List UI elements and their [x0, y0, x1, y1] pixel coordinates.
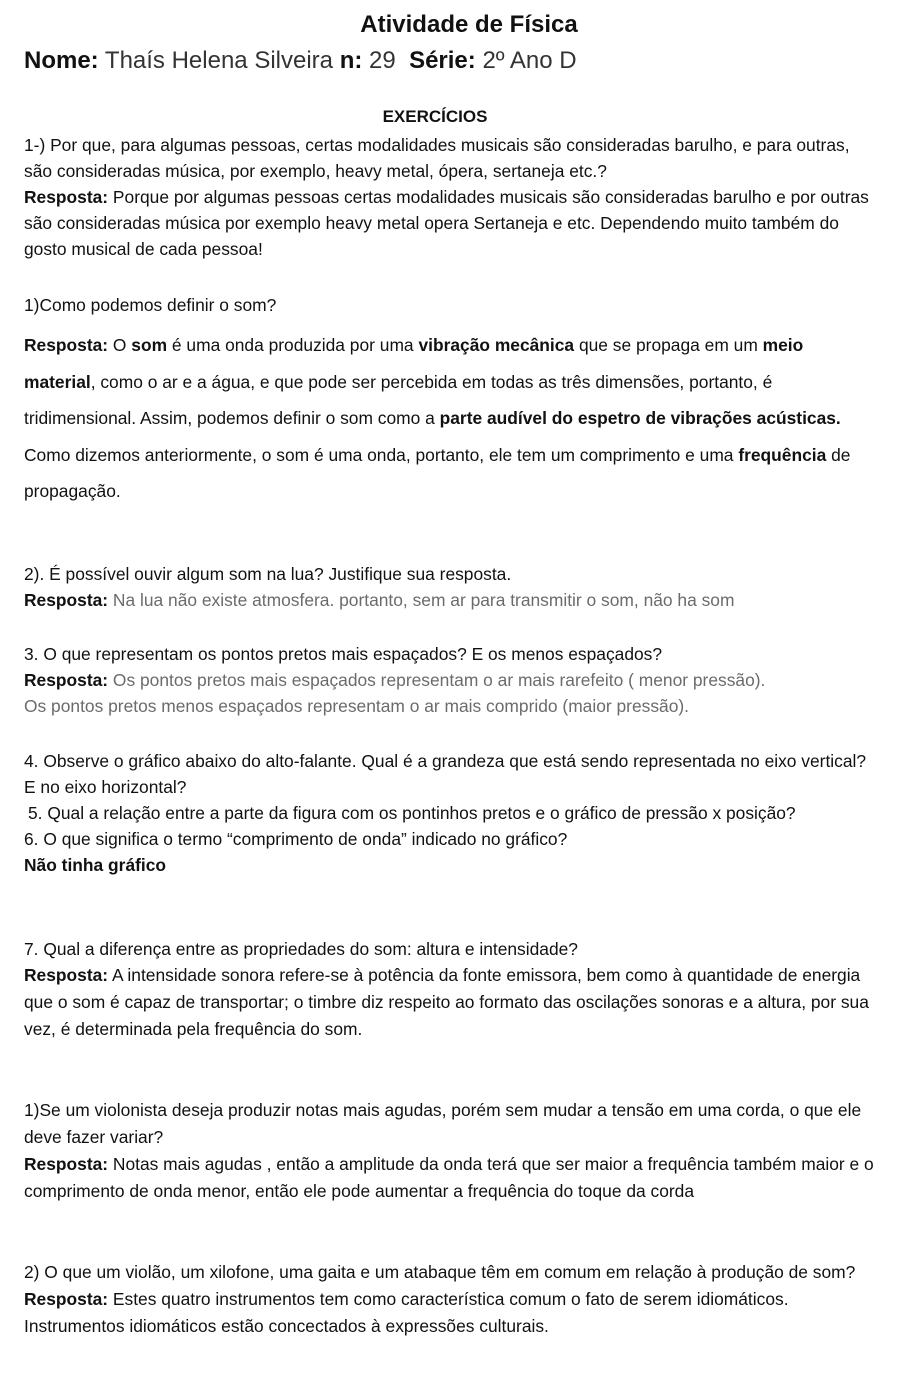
answer-paragraph [24, 1151, 874, 1205]
answer-label: Resposta: [24, 965, 109, 985]
student-name: Thaís Helena Silveira [104, 47, 334, 74]
answer-highlight: som [131, 335, 168, 355]
answer-paragraph [24, 962, 874, 1043]
answer-text: é uma onda produzida por uma [171, 335, 414, 355]
question-block-4-6 [24, 748, 874, 878]
answer-text: de propagação. [24, 444, 851, 501]
answer-paragraph [24, 667, 874, 693]
answer-label: Resposta: [24, 670, 109, 690]
answer-text: Na lua não existe atmosfera. portanto, sem ar para transmitir o som, não ha som [112, 590, 735, 610]
question-block-2 [24, 561, 874, 613]
answer-highlight: vibração mecânica [418, 335, 575, 355]
answer-text: A intensidade sonora refere-se à potência da fonte emissora, bem como à quantidade de energia que o som é capaz de transportar; o timbre diz respeito ao formato das oscilações sonoras e a altura, por sua vez, é determinada pela frequência do som. [24, 965, 869, 1039]
answer-text: que se propaga em um [578, 335, 758, 355]
answer-label: Resposta: [24, 1289, 109, 1309]
answer-paragraph [24, 1286, 874, 1340]
question-text: 1)Como podemos definir o som? [24, 295, 277, 315]
name-label: Nome: [24, 47, 99, 74]
question-block-7 [24, 936, 874, 1043]
answer-text: Como dizemos anteriormente, o som é uma onda, portanto, ele tem um comprimento e uma [24, 444, 734, 465]
answer-highlight: parte audível do espetro de vibrações acústicas. [439, 408, 841, 428]
question-text-6: 6. O que significa o termo “comprimento de onda” indicado no gráfico? [24, 829, 568, 849]
answer-text: Notas mais agudas , então a amplitude da onda terá que ser maior a frequência também maior e o comprimento de onda menor, então ele pode aumentar a frequência do toque da corda [24, 1154, 874, 1201]
answer-label: Resposta: [24, 335, 109, 355]
answer-highlight: frequência [738, 444, 827, 465]
grade-label: Série: [409, 47, 476, 74]
document-title: Atividade de Física [360, 11, 578, 38]
question-text-5: 5. Qual a relação entre a parte da figura com os pontinhos pretos e o gráfico de pressão x posição? [28, 803, 796, 823]
question-text: 7. Qual a diferença entre as propriedades do som: altura e intensidade? [24, 939, 578, 959]
answer-paragraph [24, 184, 874, 262]
answer-label: Resposta: [24, 590, 109, 610]
student-header [24, 44, 884, 78]
question-text: 2). É possível ouvir algum som na lua? Justifique sua resposta. [24, 564, 512, 584]
question-block-3 [24, 641, 874, 719]
answer-highlight: meio material [24, 335, 804, 392]
answer-text-continued: Os pontos pretos menos espaçados representam o ar mais comprido (maior pressão). [24, 696, 690, 716]
answer-paragraph [24, 327, 874, 510]
question-text: 1)Se um violonista deseja produzir notas mais agudas, porém sem mudar a tensão em uma corda, o que ele deve fazer variar? [24, 1100, 862, 1147]
question-text-4: 4. Observe o gráfico abaixo do alto-falante. Qual é a grandeza que está sendo representada no eixo vertical? E no eixo horizontal? [24, 751, 867, 797]
student-number: 29 [369, 47, 396, 74]
answer-text: Os pontos pretos mais espaçados representam o ar mais rarefeito ( menor pressão). [112, 670, 766, 690]
question-text: 1-) Por que, para algumas pessoas, certas modalidades musicais são consideradas barulho, e para outras, são consideradas música, por exemplo, heavy metal, ópera, sertaneja etc.? [24, 135, 850, 181]
answer-text: , como o ar e a água, e que pode ser percebida em todas as três dimensões, portanto, é tridimensional. Assim, podemos definir o som como a [24, 371, 773, 428]
question-block-p2-2 [24, 1259, 874, 1340]
student-grade: 2º Ano D [482, 47, 577, 74]
answer-label: Resposta: [24, 187, 109, 207]
question-text: 3. O que representam os pontos pretos mais espaçados? E os menos espaçados? [24, 644, 663, 664]
answer-paragraph [24, 587, 874, 613]
question-block-intro [24, 132, 874, 262]
no-graph-note: Não tinha gráfico [24, 855, 167, 875]
answer-text: O [112, 335, 127, 355]
answer-text: Estes quatro instrumentos tem como característica comum o fato de serem idiomáticos. Instrumentos idiomáticos estão concectados à expressões culturais. [24, 1289, 789, 1336]
number-label: n: [339, 47, 363, 74]
question-block-p2-1 [24, 1097, 874, 1205]
question-block-1 [24, 292, 874, 510]
answer-label: Resposta: [24, 1154, 109, 1174]
question-text: 2) O que um violão, um xilofone, uma gaita e um atabaque têm em comum em relação à produção de som? [24, 1262, 856, 1282]
section-heading: EXERCÍCIOS [382, 107, 488, 126]
answer-text: Porque por algumas pessoas certas modalidades musicais são consideradas barulho e por outras são consideradas música por exemplo heavy metal opera Sertaneja e etc. Dependendo muito também do gosto musical de cada pessoa! [24, 187, 869, 259]
